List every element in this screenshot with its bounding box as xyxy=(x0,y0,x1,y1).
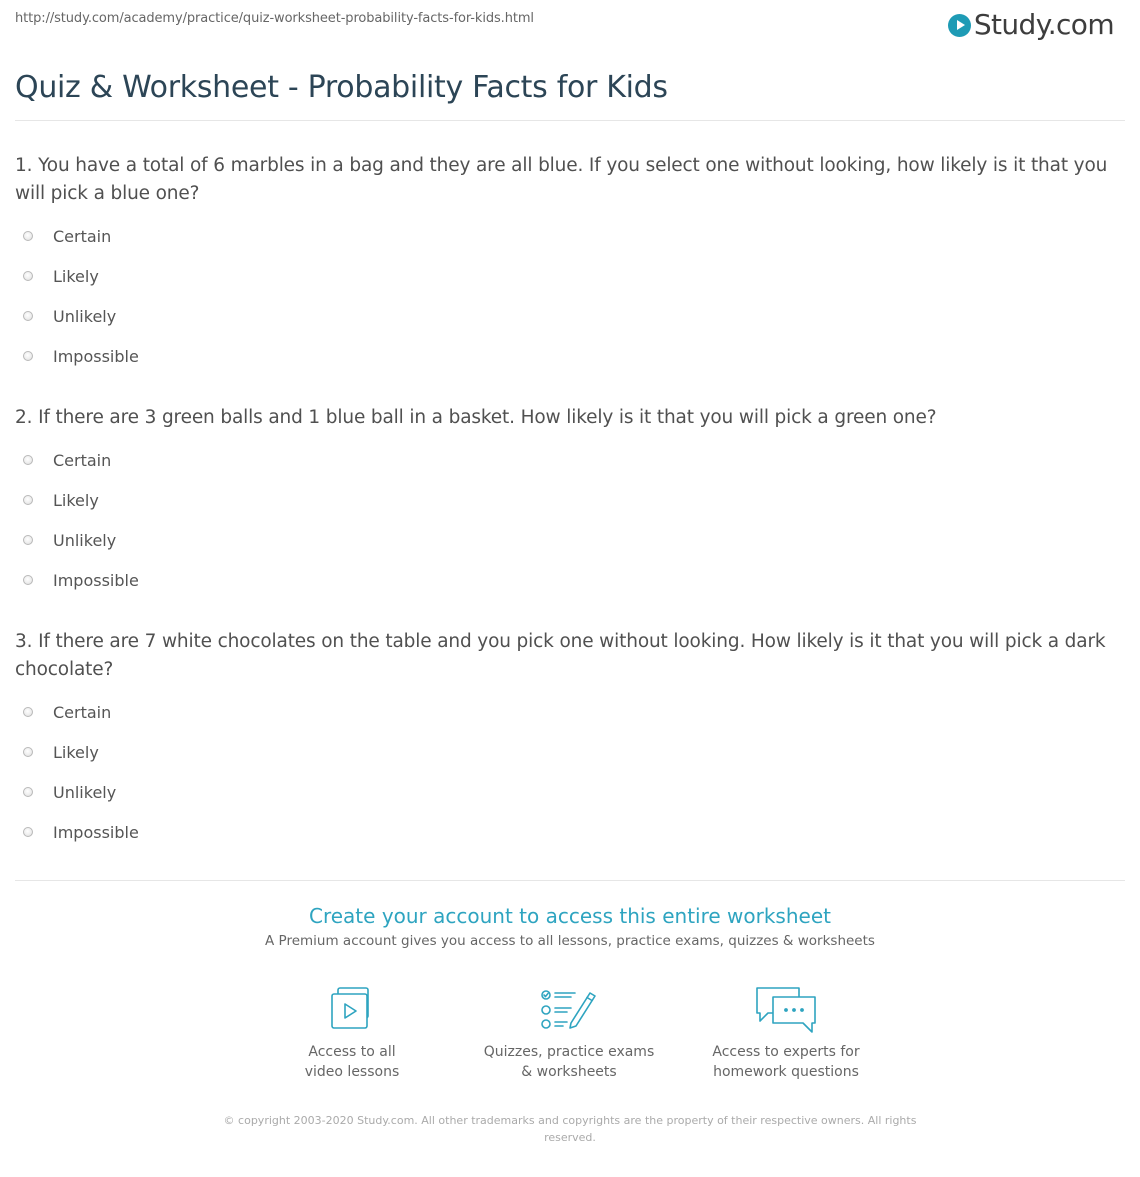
chat-bubbles-icon xyxy=(754,985,818,1037)
top-bar xyxy=(0,0,1140,50)
answer-option[interactable] xyxy=(15,692,1125,732)
divider xyxy=(15,880,1125,881)
create-account-link[interactable]: Create your account to access this entire worksheet xyxy=(309,904,831,928)
radio-button[interactable] xyxy=(23,787,33,797)
answer-option[interactable] xyxy=(15,772,1125,812)
answer-option[interactable] xyxy=(15,732,1125,772)
video-lessons-icon xyxy=(320,985,384,1037)
radio-button[interactable] xyxy=(23,231,33,241)
option-label: Likely xyxy=(53,266,99,286)
answer-option[interactable] xyxy=(15,256,1125,296)
option-label: Likely xyxy=(53,490,99,510)
study-logo[interactable] xyxy=(948,6,1114,42)
footer xyxy=(0,1112,1140,1146)
feature-label: Access to experts for homework questions xyxy=(712,1044,860,1080)
feature-label: Access to all video lessons xyxy=(304,1044,400,1080)
option-label: Certain xyxy=(53,450,112,470)
cta-subheading: A Premium account gives you access to all lessons, practice exams, quizzes & worksheets xyxy=(265,933,875,949)
question-2 xyxy=(15,404,1125,600)
radio-button[interactable] xyxy=(23,351,33,361)
radio-button[interactable] xyxy=(23,747,33,757)
radio-button[interactable] xyxy=(23,311,33,321)
option-label: Impossible xyxy=(53,570,139,590)
radio-button[interactable] xyxy=(23,455,33,465)
option-label: Impossible xyxy=(53,346,139,366)
signup-cta xyxy=(0,902,1140,952)
answer-options xyxy=(15,440,1125,600)
answer-options xyxy=(15,692,1125,852)
option-label: Certain xyxy=(53,226,112,246)
answer-options xyxy=(15,216,1125,376)
option-label: Impossible xyxy=(53,822,139,842)
answer-option[interactable] xyxy=(15,560,1125,600)
radio-button[interactable] xyxy=(23,535,33,545)
answer-option[interactable] xyxy=(15,336,1125,376)
divider xyxy=(15,120,1125,121)
copyright-text: © copyright 2003-2020 Study.com. All other trademarks and copyrights are the property of their respective owners. All rights reserved. xyxy=(223,1114,917,1144)
radio-button[interactable] xyxy=(23,827,33,837)
feature-quizzes xyxy=(469,985,669,1082)
answer-option[interactable] xyxy=(15,520,1125,560)
quiz-checklist-icon xyxy=(537,985,601,1037)
option-label: Unlikely xyxy=(53,306,117,326)
feature-label: Quizzes, practice exams & worksheets xyxy=(483,1044,655,1080)
page-url: http://study.com/academy/practice/quiz-worksheet-probability-facts-for-kids.html xyxy=(15,11,534,26)
answer-option[interactable] xyxy=(15,440,1125,480)
option-label: Unlikely xyxy=(53,782,117,802)
feature-experts xyxy=(686,985,886,1082)
answer-option[interactable] xyxy=(15,480,1125,520)
question-3 xyxy=(15,628,1125,852)
option-label: Likely xyxy=(53,742,99,762)
radio-button[interactable] xyxy=(23,495,33,505)
answer-option[interactable] xyxy=(15,296,1125,336)
question-1 xyxy=(15,152,1125,376)
answer-option[interactable] xyxy=(15,216,1125,256)
question-text: 3. If there are 7 white chocolates on the table and you pick one without looking. How likely is it that you will pick a dark chocolate? xyxy=(15,631,1106,680)
option-label: Unlikely xyxy=(53,530,117,550)
play-circle-icon xyxy=(948,14,971,37)
option-label: Certain xyxy=(53,702,112,722)
logo-text: Study.com xyxy=(973,7,1114,41)
radio-button[interactable] xyxy=(23,575,33,585)
answer-option[interactable] xyxy=(15,812,1125,852)
question-text: 2. If there are 3 green balls and 1 blue ball in a basket. How likely is it that you will pick a green one? xyxy=(15,407,937,428)
question-text: 1. You have a total of 6 marbles in a bag and they are all blue. If you select one without looking, how likely is it that you will pick a blue one? xyxy=(15,155,1108,204)
radio-button[interactable] xyxy=(23,271,33,281)
feature-video-lessons xyxy=(252,985,452,1082)
page-title: Quiz & Worksheet - Probability Facts for Kids xyxy=(15,70,668,105)
radio-button[interactable] xyxy=(23,707,33,717)
